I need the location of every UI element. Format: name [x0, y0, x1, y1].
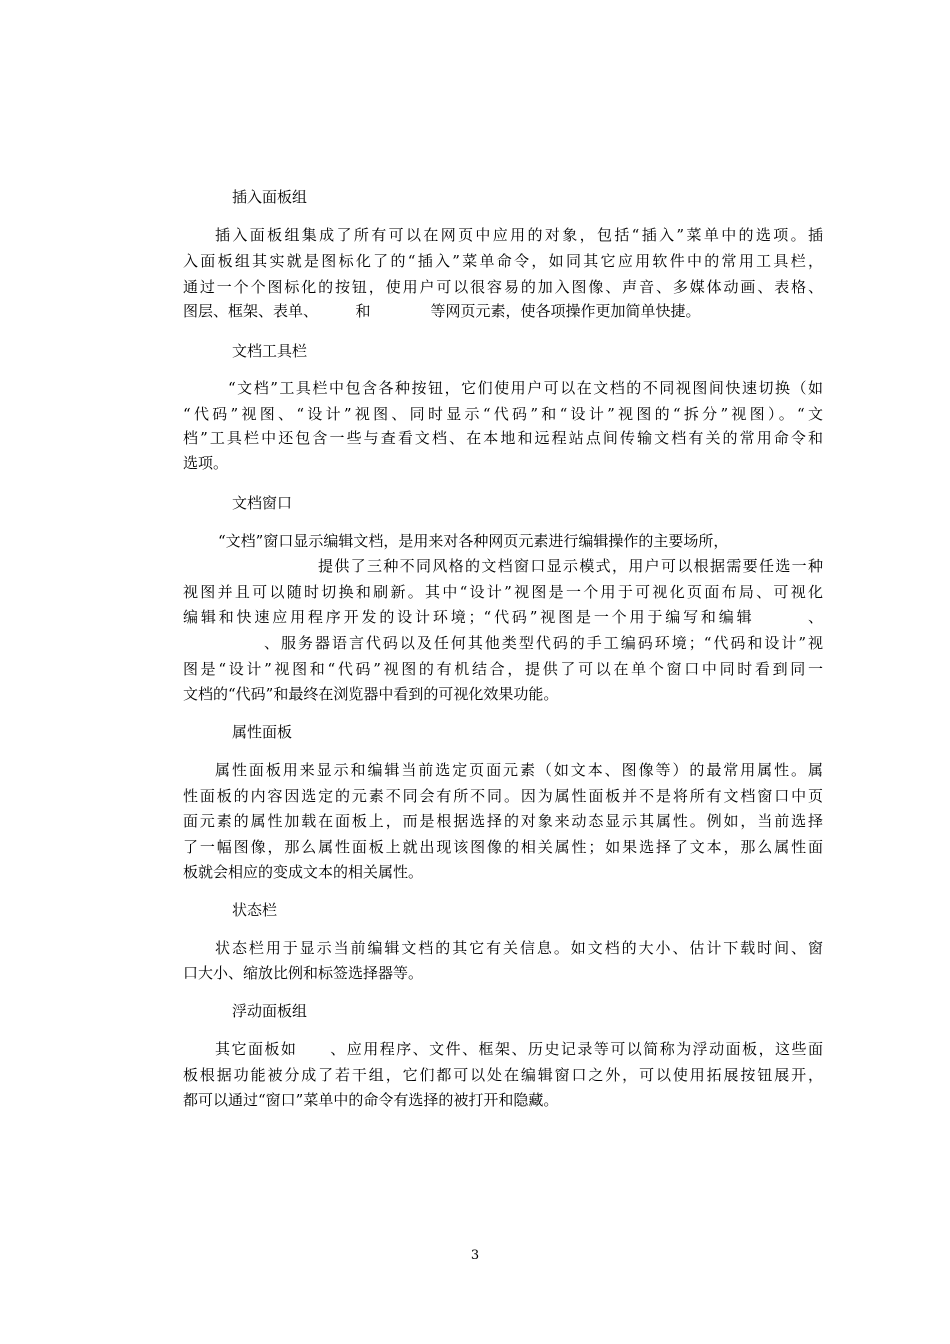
section-heading-insert-panel: 插入面板组	[232, 188, 308, 206]
paragraph-line: 选项。	[183, 454, 229, 472]
paragraph-line: “代码”视图、“设计”视图、同时显示“代码”和“设计”视图的“拆分”视图）。“文	[183, 405, 823, 423]
paragraph-line: 性面板的内容因选定的元素不同会有所不同。因为属性面板并不是将所有文档窗口中页	[183, 787, 823, 805]
section-heading-status-bar: 状态栏	[232, 901, 278, 919]
page-number: 3	[470, 1248, 480, 1263]
paragraph-line: 提供了三种不同风格的文档窗口显示模式，用户可以根据需要任选一种	[318, 557, 823, 575]
paragraph-line: 其它面板如 、应用程序、文件、框架、历史记录等可以简称为浮动面板，这些面	[215, 1040, 823, 1058]
paragraph-line: 板就会相应的变成文本的相关属性。	[183, 863, 424, 881]
paragraph-line: 编辑和快速应用程序开发的设计环境；“代码”视图是一个用于编写和编辑 、	[183, 608, 823, 626]
section-heading-document-toolbar: 文档工具栏	[232, 342, 308, 360]
paragraph-line: 面元素的属性加载在面板上，而是根据选择的对象来动态显示其属性。例如，当前选择	[183, 812, 823, 830]
paragraph-line: 视图并且可以随时切换和刷新。其中“设计”视图是一个用于可视化页面布局、可视化	[183, 583, 823, 601]
paragraph-line: “文档”工具栏中包含各种按钮，它们使用户可以在文档的不同视图间快速切换（如	[228, 379, 823, 397]
paragraph-line: 、服务器语言代码以及任何其他类型代码的手工编码环境；“代码和设计”视	[264, 634, 823, 652]
paragraph-line: 都可以通过“窗口”菜单中的命令有选择的被打开和隐藏。	[183, 1091, 559, 1109]
paragraph-line: 插入面板组集成了所有可以在网页中应用的对象，包括“插入”菜单中的选项。插	[215, 226, 823, 244]
paragraph-line: 状态栏用于显示当前编辑文档的其它有关信息。如文档的大小、估计下载时间、窗	[215, 939, 823, 957]
paragraph-line: 口大小、缩放比例和标签选择器等。	[183, 964, 424, 982]
section-heading-properties-panel: 属性面板	[232, 723, 293, 741]
paragraph-line: 属性面板用来显示和编辑当前选定页面元素（如文本、图像等）的最常用属性。属	[215, 761, 823, 779]
paragraph-line: 档”工具栏中还包含一些与查看文档、在本地和远程站点间传输文档有关的常用命令和	[183, 429, 823, 447]
paragraph-line: 了一幅图像，那么属性面板上就出现该图像的相关属性；如果选择了文本，那么属性面	[183, 838, 823, 856]
paragraph-line: 图层、框架、表单、 和 等网页元素，使各项操作更加简单快捷。	[183, 302, 701, 320]
paragraph-line: 入面板组其实就是图标化了的“插入”菜单命令，如同其它应用软件中的常用工具栏，	[183, 252, 823, 270]
section-heading-document-window: 文档窗口	[232, 494, 293, 512]
paragraph-line: 板根据功能被分成了若干组，它们都可以处在编辑窗口之外，可以使用拓展按钮展开，	[183, 1066, 823, 1084]
paragraph-line: “文档”窗口显示编辑文档，是用来对各种网页元素进行编辑操作的主要场所，	[218, 532, 729, 550]
paragraph-line: 文档的“代码”和最终在浏览器中看到的可视化效果功能。	[183, 685, 559, 703]
paragraph-line: 图是“设计”视图和“代码”视图的有机结合，提供了可以在单个窗口中同时看到同一	[183, 660, 823, 678]
paragraph-line: 通过一个个图标化的按钮，使用户可以很容易的加入图像、声音、多媒体动画、表格、	[183, 278, 823, 296]
section-heading-floating-panels: 浮动面板组	[232, 1002, 308, 1020]
